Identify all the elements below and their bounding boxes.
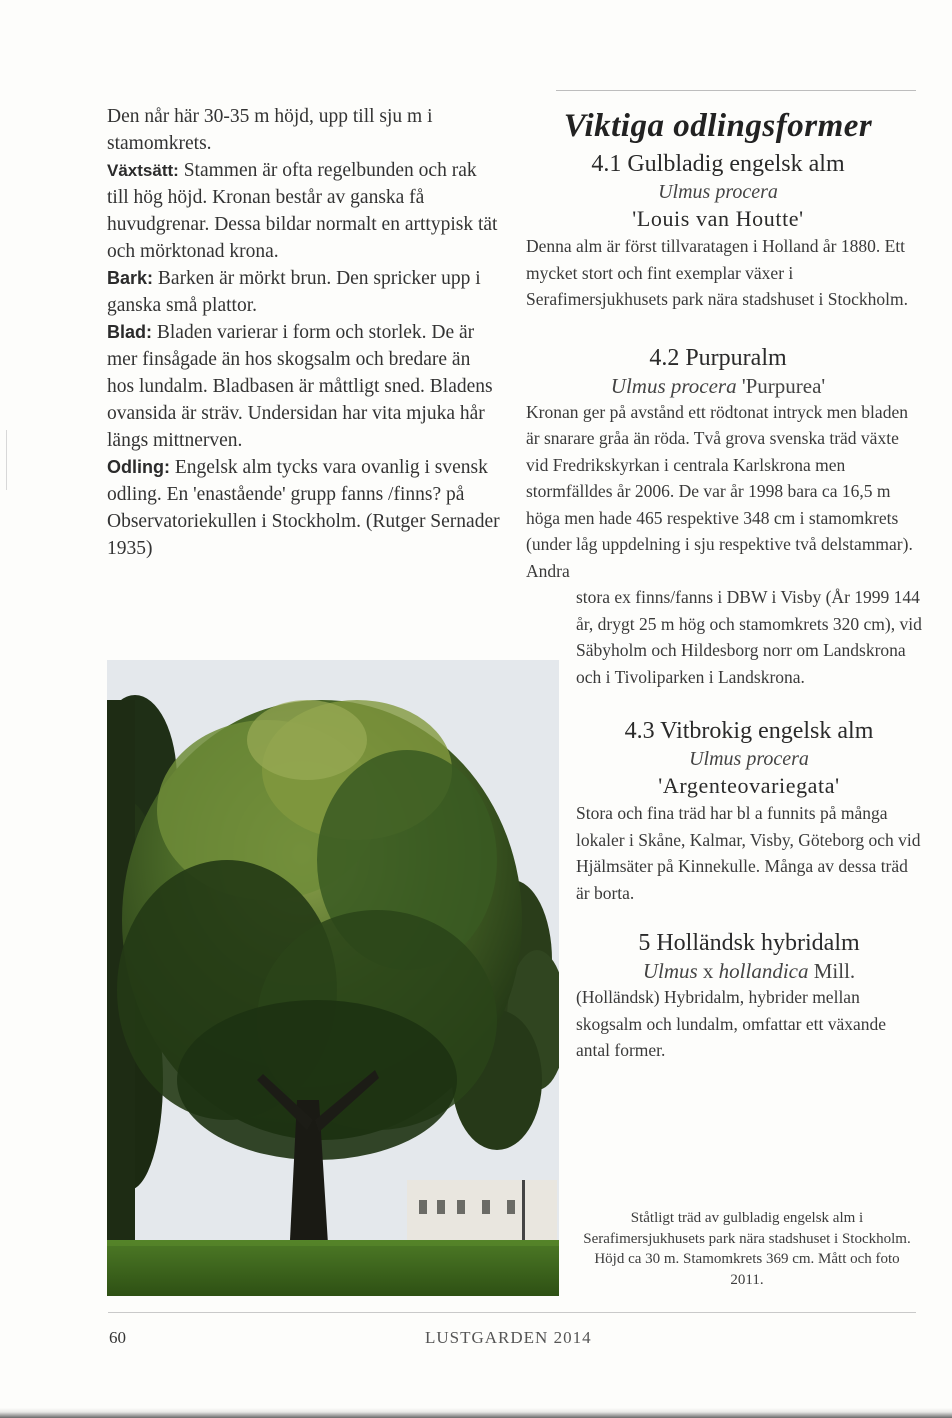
section-text-continued: stora ex finns/fanns i DBW i Visby (År 1999 144 år, drygt 25 m hög och stamomkrets 320 cm), vid Säbyholm och Hildesborg norr om Landskrona och i Tivoliparken i Landskrona.: [576, 587, 922, 687]
section-cultivar: 'Louis van Houtte': [632, 206, 804, 231]
main-crown: [117, 700, 522, 1160]
section-text: Denna alm är först tillvaratagen i Holland år 1880. Ett mycket stort och fint exemplar växer i Serafimersjukhusets park nära stadshuset i Stockholm.: [526, 236, 909, 309]
scan-edge: [0, 1408, 952, 1418]
species-genus: Ulmus: [642, 959, 698, 983]
bark-paragraph: [107, 265, 502, 319]
intro-paragraph: Den når här 30-35 m höjd, upp till sju m i stamomkrets.: [107, 106, 433, 154]
section-title: 4.1 Gulbladig engelsk alm: [591, 151, 845, 177]
section-cultivar: 'Purpurea': [741, 373, 826, 398]
building: [407, 1180, 557, 1250]
vaxtsatt-text: Stammen är ofta regelbunden och rak till hög höjd. Kronan består av ganska få huvudgrenar. Dessa bildar normalt en arttypisk tät och mörktonad krona.: [107, 160, 498, 262]
section-4-1: [514, 149, 922, 313]
species-epithet: hollandica: [718, 959, 809, 983]
section-title: 4.3 Vitbrokig engelsk alm: [624, 718, 874, 744]
photo-caption: Ståtligt träd av gulbladig engelsk alm i Serafimersjukhusets park nära stadshuset i Stockholm. Höjd ca 30 m. Stamomkrets 369 cm. Mått och foto 2011.: [583, 1210, 911, 1288]
lawn: [107, 1240, 559, 1296]
section-4-3: [514, 716, 922, 906]
bark-text: Barken är mörkt brun. Den spricker upp i ganska små plattor.: [107, 268, 481, 316]
section-text: Stora och fina träd har bl a funnits på många lokaler i Skåne, Kalmar, Visby, Göteborg och vid Hjälmsäter på Kinnekulle. Många av dessa träd är borta.: [576, 803, 921, 903]
section-4-2: [514, 343, 922, 691]
section-text: Kronan ger på avstånd ett rödtonat intryck men bladen är snarare gråa än röda. Två grova svenska träd växte vid Fredrikskyrkan i centrala Karlskrona men stormfälldes år 2006. De var år 1998 bara ca 16,5 m höga men hade 465 respektive 348 cm i stamomkrets (under låg uppdelning i sju respektive två delstammar). Andra: [526, 401, 913, 581]
bark-label: Bark:: [107, 268, 154, 288]
section-species: Ulmus procera: [658, 181, 778, 203]
magazine-name: LUSTGARDEN 2014: [425, 1328, 592, 1347]
blad-paragraph: [107, 319, 502, 454]
elm-tree-photo: [107, 660, 559, 1296]
section-text: (Holländsk) Hybridalm, hybrider mellan skogsalm och lundalm, omfattar ett växande antal former.: [576, 987, 887, 1060]
tree-illustration: [107, 660, 559, 1296]
blad-text: Bladen varierar i form och storlek. De är mer finsågade än hos skogsalm och bredare än hos lundalm. Bladbasen är måttligt sned. Bladens ovansida är sträv. Undersidan har vita mjuka hår längs mittnerven.: [107, 322, 493, 451]
left-column: [107, 103, 502, 562]
vaxtsatt-label: Växtsätt:: [107, 161, 179, 180]
species-cross: x: [697, 959, 719, 983]
bottom-rule: [108, 1312, 916, 1313]
right-column: [514, 108, 922, 1064]
odling-paragraph: [107, 454, 502, 562]
gutter-mark: [6, 430, 7, 490]
section-title: 4.2 Purpuralm: [649, 344, 787, 371]
page-number: 60: [109, 1328, 126, 1347]
blad-label: Blad:: [107, 322, 152, 342]
vaxtsatt-paragraph: [107, 157, 502, 265]
section-species-line: [514, 373, 922, 399]
species-author: Mill.: [808, 959, 856, 983]
section-cultivar: 'Argenteovariegata': [658, 773, 840, 798]
section-title: 5 Holländsk hybridalm: [638, 930, 860, 956]
odling-text: Engelsk alm tycks vara ovanlig i svensk odling. En 'enastående' grupp fanns /finns? på Observatoriekullen i Stockholm. (Rutger Sernader 1935): [107, 457, 500, 559]
odling-label: Odling:: [107, 457, 170, 477]
section-5: [514, 928, 922, 1064]
top-rule: [556, 90, 916, 91]
section-species: Ulmus procera: [610, 373, 737, 398]
section-species-line: [576, 958, 922, 984]
section-heading: Viktiga odlingsformer: [563, 108, 873, 144]
section-species: Ulmus procera: [689, 748, 809, 770]
